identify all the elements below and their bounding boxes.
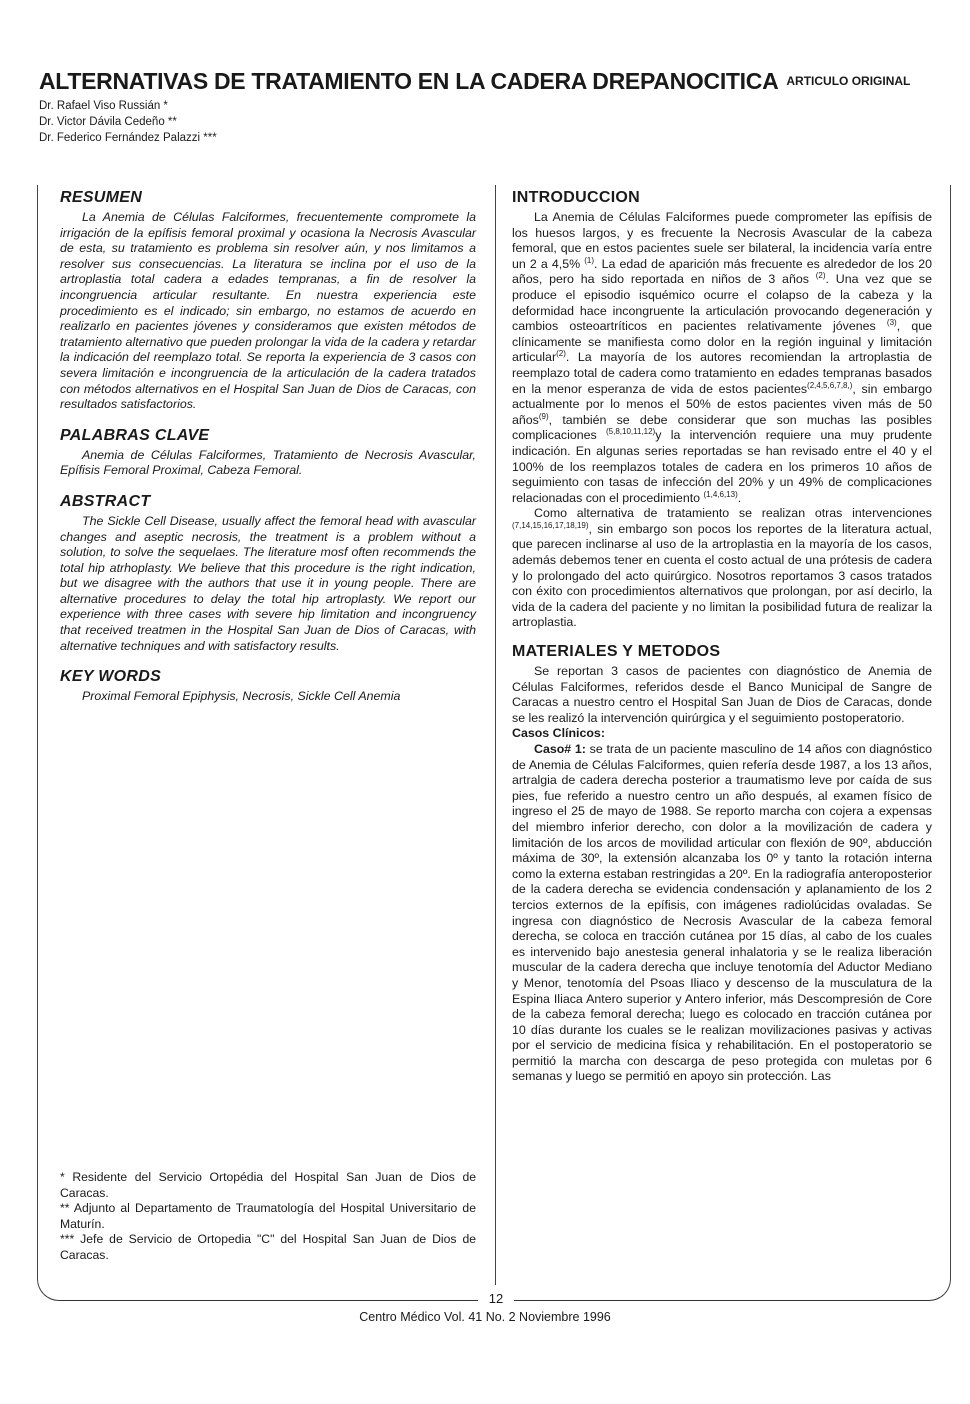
reference: (5,8,10,11,12) xyxy=(606,427,656,437)
materiales-heading: MATERIALES Y METODOS xyxy=(512,643,721,661)
reference: (9) xyxy=(538,411,549,421)
footnotes xyxy=(60,1170,476,1264)
article-header xyxy=(39,68,954,146)
casos-clinicos-heading: Casos Clínicos: xyxy=(512,726,605,741)
caso-1-paragraph: Caso# 1: se trata de un paciente masculino de 14 años con diagnóstico de Anemia de Células Falciformes, quien refería desde 1987, a los 13 años, artralgia de cadera derecha posterior a traumatismo leve por caída de sus pies, fue referido a nuestro centro un año después, al examen físico de ingreso el 25 de mayo de 1988. Se reporto marcha con cojera a expensas del miembro inferior derecho, con dolor a la movilización de cadera y limitación de los arcos de movilidad articular con flexión de 90º, abducción máxima de 30º, la extensión alcanzaba los 0º y tanto la rotación interna como la externa estaban restringidas a 20º. En la radiografía anteroposterior de la cadera derecha se evidencia condensación y aplanamiento de los 2 tercios externos de la epífisis, con imágenes radiolúcidas ovaladas. Se ingresa con diagnóstico de Necrosis Avascular de la cabeza femoral derecha, se coloca en tracción cutánea por 15 días, al cabo de los cuales es intervenido bajo anestesia general inhalatoria y se le realiza liberación muscular de la cadera derecha que incluye tenotomía del Aductor Mediano y Menor, tenotomía del Psoas Iliaco y descenso de la musculatura de la Espina Iliaca Antero superior y Antero inferior, más Descompresión de Core de la cabeza femoral derecha; luego es colocado en tracción cutánea por 10 días durante los cuales se le realizan movilizaciones pasivas y activas por el servicio de medicina física y rehabilitación. En el postoperatorio se permitió la marcha con descarga de peso protegida con muletas por 6 semanas y luego se permitió en apoyo sin protección. Las xyxy=(512,742,932,1084)
introduccion-paragraph-2: Como alternativa de tratamiento se realizan otras intervenciones $^{(7,14,15,16,17,18,19)}$, sin embargo son pocos los reportes de la literatura actual, que parecen inclinarse al uso de la artroplastia en la mayoría de los casos, además debemos tener en cuenta el costo actual de una prótesis de cadera y lo prolongado del acto quirúrgico. Nosotros reportamos 3 casos tratados con éxito con procedimientos alternativos que prolongan, por así decirlo, la vida de la cadera del paciente y no limitan la posibilidad futura de realizar la artroplastia. xyxy=(512,506,932,630)
reference: (2) xyxy=(815,271,826,281)
author: Dr. Rafael Viso Russián * xyxy=(39,100,168,112)
reference: (1) xyxy=(584,255,595,265)
key-words-text: Proximal Femoral Epiphysis, Necrosis, Sickle Cell Anemia xyxy=(82,689,401,704)
footnote: ** Adjunto al Departamento de Traumatología del Hospital Universitario de Maturín. xyxy=(60,1201,476,1231)
title-text: ALTERNATIVAS DE TRATAMIENTO EN LA CADERA DREPANOCITICA xyxy=(39,68,779,94)
reference: (2) xyxy=(556,349,566,359)
author-list xyxy=(39,98,954,146)
key-words-heading: KEY WORDS xyxy=(60,668,162,686)
introduccion-paragraph-1: La Anemia de Células Falciformes puede comprometer las epífisis de los huesos largos, y es frecuente la Necrosis Avascular de la cabeza femoral, que en estos pacientes suele ser bilateral, la incidencia varía entre un 2 a 4,5% $^{(1)}$. La edad de aparición más frecuente es alrededor de los 20 años, pero ha sido reportada en niños de 3 años $^{(2)}$. Una vez que se produce el episodio isquémico ocurre el colapso de la cabeza y la deformidad hace incongruente la articulación provocando degeneración y cambios osteoartríticos en pacientes relativamente jóvenes $^{(3)}$, que clínicamente se manifiesta como dolor en la región inguinal y limitación articular$^{(2)}$. La mayoría de los autores recomiendan la artroplastia de reemplazo total de cadera como tratamiento en edades tempranas basados en la menor esperanza de vida de estos pacientes$^{(2,4,5,6,7,8,)}$, sin embargo actualmente por lo menos el 50% de estos pacientes viven más de 50 años$^{(9)}$, también se debe considerar que son muchas las posibles complicaciones $^{(5,8,10,11,12)}$y la intervención requiere una muy prudente indicación. En algunas series reportadas se han revisado entre el 40 y el 100% de los reemplazos totales de cadera en los primeros 10 años de seguimiento con tasas de infección del 20% y un 49% de complicaciones relacionadas con el procedimiento $^{(1,4,6,13)}$. xyxy=(512,210,933,505)
reference: (3) xyxy=(886,318,897,328)
resumen-heading: RESUMEN xyxy=(60,189,143,206)
article-type-label: ARTICULO ORIGINAL xyxy=(786,74,911,88)
abstract-heading: ABSTRACT xyxy=(60,492,151,510)
resumen-text: La Anemia de Células Falciformes, frecuentemente compromete la irrigación de la epífisis femoral proximal y ocasiona la Necrosis Avascular de esta, su tratamiento es problema sin resolver aún, y nos limitamos a resolver sus consecuencias. La literatura se inclina por el uso de la artroplastia total cadera a edades tempranas, a fin de resolver la incongruencia articular resultante. En nuestra experiencia este procedimiento es el indicado; sin embargo, no estamos de acuerdo en realizarlo en pacientes jóvenes y consideramos que existen métodos de tratamiento alternativo que pueden prolongar la vida de la cadera y retardar la indicación del reemplazo total. Se reporta la experiencia de 3 casos con severa limitación e incongruencia de la articulación de la cadera tratados con métodos alternativos en el Hospital San Juan de Dios de Caracas, con resultados satisfactorios. xyxy=(60,210,476,412)
palabras-clave-heading: PALABRAS CLAVE xyxy=(60,426,210,444)
journal-footer: Centro Médico Vol. 41 No. 2 Noviembre 1996 xyxy=(359,1310,611,1324)
caso-1-label: Caso# 1: xyxy=(534,742,586,756)
author: Dr. Federico Fernández Palazzi *** xyxy=(39,132,217,144)
right-column xyxy=(512,188,932,1085)
abstract-text: The Sickle Cell Disease, usually affect the femoral head with avascular changes and aseptic necrosis, the treatment is a problem without a solution, to solve the sequelaes. The literature mosf often recommends the total hip atrhoplasty. We believe that this procedure is the right indication, but we disagree with the authors that use it in young people. There are alternative procedures to delay the total hip artroplasty. We report our experience with three cases with severe hip limitation and incongruency that received treatmen in the Hospital San Juan de Dios of Caracas, with alternative techniques and with satisfactory results. xyxy=(60,513,476,653)
left-column xyxy=(60,188,476,718)
article-title xyxy=(39,68,954,94)
introduccion-heading: INTRODUCCION xyxy=(512,189,641,206)
author: Dr. Victor Dávila Cedeño ** xyxy=(39,116,177,128)
palabras-clave-text: Anemia de Células Falciformes, Tratamiento de Necrosis Avascular, Epífisis Femoral Proximal, Cabeza Femoral. xyxy=(60,447,476,478)
footnote: *** Jefe de Servicio de Ortopedia "C" del Hospital San Juan de Dios de Caracas. xyxy=(60,1232,476,1262)
reference: (2,4,5,6,7,8,) xyxy=(807,380,853,390)
column-divider xyxy=(495,185,496,1285)
reference: (7,14,15,16,17,18,19) xyxy=(512,520,589,530)
page-number: 12 xyxy=(478,1289,514,1309)
footnote: * Residente del Servicio Ortopédia del Hospital San Juan de Dios de Caracas. xyxy=(60,1170,476,1200)
reference: (1,4,6,13) xyxy=(703,489,738,499)
materiales-paragraph: Se reportan 3 casos de pacientes con diagnóstico de Anemia de Células Falciformes, referidos desde el Banco Municipal de Sangre de Caracas a nuestro centro el Hospital San Juan de Dios de Caracas, donde se les realizó la intervención quirúrgica y el seguimiento postoperatorio. xyxy=(512,664,932,725)
